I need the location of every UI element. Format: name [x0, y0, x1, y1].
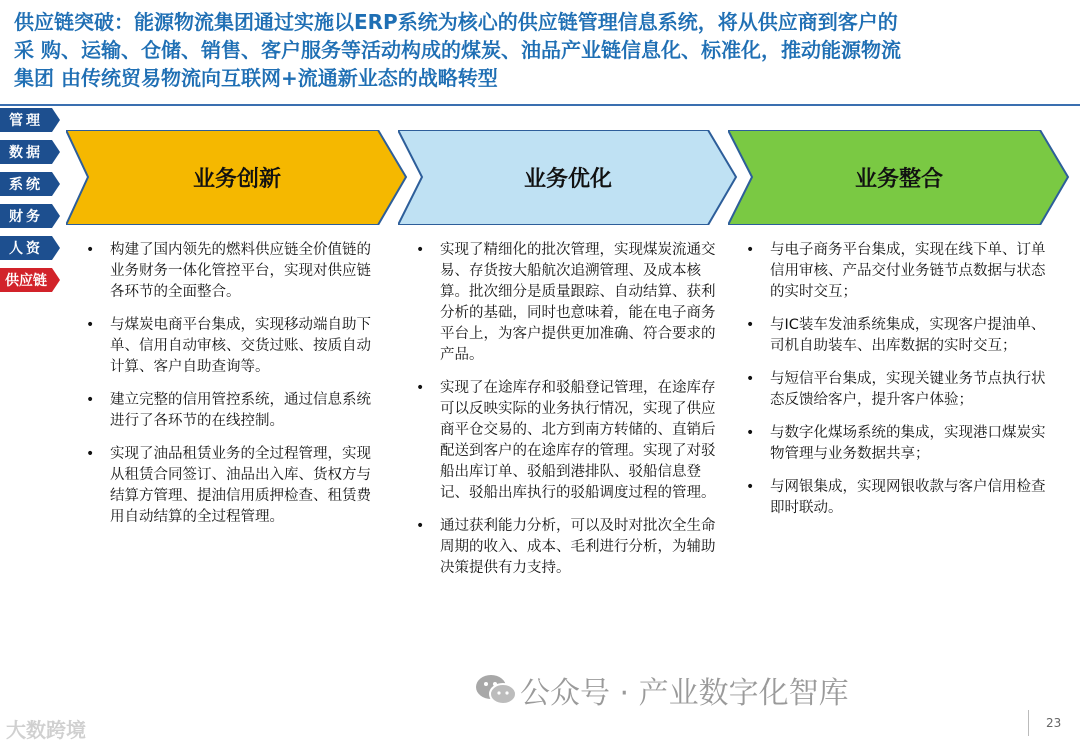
list-item: • 实现了在途库存和驳船登记管理，在途库存可以反映实际的业务执行情况，实现了供应商平仓交易的、北方到南方转储的、直销后配送到客户的在途库存的管理。实现了对驳船出库订单、驳船到港排队、驳船信息登记、驳船出库执行的驳船调度过程的管理。 [412, 378, 716, 504]
list-item: • 与煤炭电商平台集成，实现移动端自助下单、信用自动审核、交货过账、按质自动计算、客户自助查询等。 [82, 315, 382, 378]
chevron-heading: 业务整合 [854, 167, 943, 192]
list-item: • 与电子商务平台集成，实现在线下单、订单信用审核、产品交付业务链节点数据与状态的实时交互； [742, 240, 1048, 303]
nav-item-data[interactable]: 数据 [0, 140, 52, 164]
column-optimization [412, 240, 716, 591]
list-item: • 与IC装车发油系统集成，实现客户提油单、司机自助装车、出库数据的实时交互； [742, 315, 1048, 357]
nav-item-management[interactable]: 管理 [0, 108, 52, 132]
nav-item-hr[interactable]: 人资 [0, 236, 52, 260]
list-item: • 与数字化煤场系统的集成，实现港口煤炭实物管理与业务数据共享； [742, 423, 1048, 465]
list-item: • 与网银集成，实现网银收款与客户信用检查即时联动。 [742, 477, 1048, 519]
bullet-list [412, 240, 716, 579]
list-item: • 建立完整的信用管控系统，通过信息系统进行了各环节的在线控制。 [82, 390, 382, 432]
brand-logo: 大数跨境 [6, 718, 86, 742]
title-line: 供应链突破：能源物流集团通过实施以ERP系统为核心的供应链管理信息系统，将从供应商到客户的 [14, 10, 898, 34]
column-innovation [82, 240, 382, 540]
chevron-business-optimization [398, 130, 738, 225]
title-line: 集团 由传统贸易物流向互联网+流通新业态的战略转型 [14, 66, 498, 90]
title-divider [0, 104, 1080, 106]
list-item: • 构建了国内领先的燃料供应链全价值链的业务财务一体化管控平台，实现对供应链各环节的全面整合。 [82, 240, 382, 303]
page-number: 23 [1046, 716, 1062, 730]
page-number-divider [1028, 710, 1029, 736]
chevron-heading: 业务优化 [523, 167, 612, 192]
title-line: 采 购、运输、仓储、销售、客户服务等活动构成的煤炭、油品产业链信息化、标准化，推动能源物流 [14, 38, 901, 62]
page-title [14, 8, 1064, 92]
list-item: • 与短信平台集成，实现关键业务节点执行状态反馈给客户，提升客户体验； [742, 369, 1048, 411]
chevron-business-integration [728, 130, 1070, 225]
nav-item-finance[interactable]: 财务 [0, 204, 52, 228]
nav-item-system[interactable]: 系统 [0, 172, 52, 196]
chevron-business-innovation [66, 130, 408, 225]
list-item: • 实现了精细化的批次管理，实现煤炭流通交易、存货按大船航次追溯管理、及成本核算。批次细分是质量跟踪、自动结算、获利分析的基础，同时也意味着，能在电子商务平台上，为客户提供更加准确、符合要求的产品。 [412, 240, 716, 366]
bullet-list [742, 240, 1048, 519]
column-integration [742, 240, 1048, 531]
bullet-list [82, 240, 382, 528]
chevron-heading: 业务创新 [192, 167, 281, 192]
watermark-text: 公众号 · 产业数字化智库 [520, 676, 849, 711]
nav-item-supply-chain[interactable]: 供应链 [0, 268, 52, 292]
wechat-icon [474, 672, 518, 708]
list-item: • 通过获利能力分析，可以及时对批次全生命周期的收入、成本、毛利进行分析，为辅助决策提供有力支持。 [412, 516, 716, 579]
list-item: • 实现了油品租赁业务的全过程管理，实现从租赁合同签订、油品出入库、货权方与结算方管理、提油信用质押检查、租赁费用自动结算的全过程管理。 [82, 444, 382, 528]
